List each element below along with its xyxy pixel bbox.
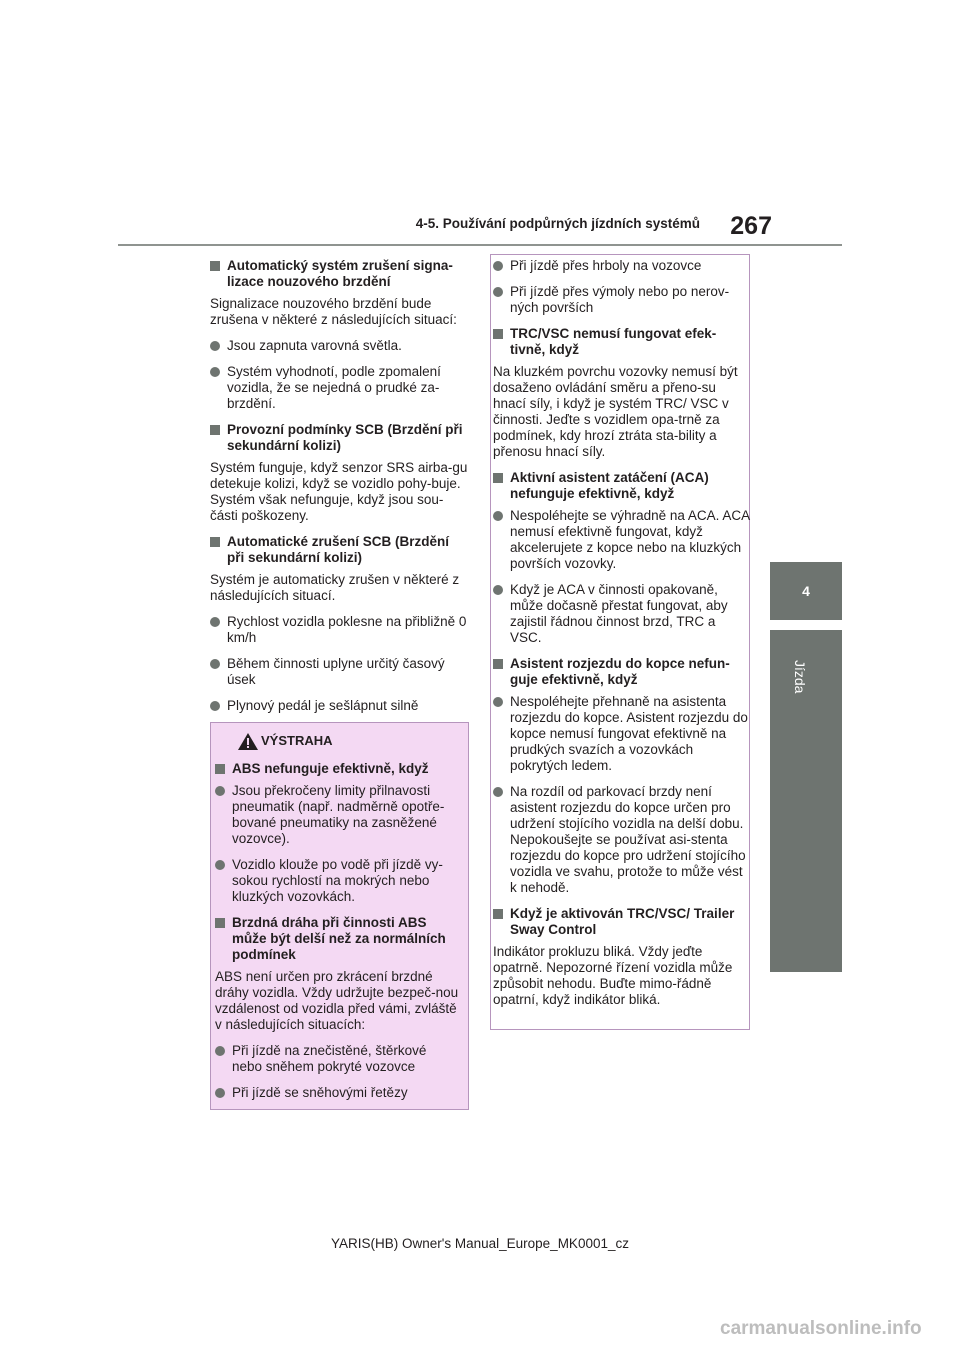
circle-bullet-icon: [215, 1088, 225, 1098]
list-item-text: Na rozdíl od parkovací brzdy není asistent rozjezdu do kopce určen pro udržení stojícího vozidla na delší dobu. Nepokoušejte se používat asi-stenta rozjezdu do kopce pro udržení stojícího vozidla ve svahu, protože to může vést k nehodě.: [510, 784, 746, 895]
square-bullet-icon: [210, 537, 220, 547]
list-item: [493, 694, 750, 774]
list-item: [493, 784, 750, 896]
circle-bullet-icon: [210, 341, 220, 351]
list-item-text: Při jízdě přes výmoly nebo po nerov-ných površích: [510, 284, 730, 315]
paragraph: [215, 969, 460, 1033]
footer-text: YARIS(HB) Owner's Manual_Europe_MK0001_cz: [331, 1236, 629, 1251]
section-heading-text: Když je aktivován TRC/VSC/ Trailer Sway Control: [510, 906, 735, 937]
list-item-text: Systém vyhodnotí, podle zpomalení vozidla, že se nejedná o prudké za-brzdění.: [227, 364, 441, 411]
section-heading: [493, 470, 750, 502]
list-item: [493, 508, 750, 572]
circle-bullet-icon: [210, 701, 220, 711]
list-item-text: Rychlost vozidla poklesne na přibližně 0 km/h: [227, 614, 467, 645]
square-bullet-icon: [215, 918, 225, 928]
warning-body: [211, 757, 468, 1109]
section-heading: [210, 534, 470, 566]
paragraph: [210, 296, 470, 328]
chapter-tab[interactable]: 4: [770, 562, 842, 620]
watermark: carmanualsonline.info: [720, 1318, 922, 1339]
circle-bullet-icon: [215, 1046, 225, 1056]
circle-bullet-icon: [215, 860, 225, 870]
warning-header: [211, 723, 468, 757]
list-item: [210, 698, 470, 714]
paragraph-text: Signalizace nouzového brzdění bude zrušena v některé z následujících situací:: [210, 296, 457, 327]
circle-bullet-icon: [210, 617, 220, 627]
paragraph: [210, 572, 470, 604]
list-item: [493, 258, 750, 274]
list-item-text: Při jízdě se sněhovými řetězy: [232, 1085, 408, 1100]
paragraph-text: Na kluzkém povrchu vozovky nemusí být dosaženo ovládání směru a přeno-su hnací síly, i když je systém TRC/ VSC v činnosti. Jeďte s vozidlem opa-trně za podmínek, kdy hrozí ztráta sta-bility a přenosu hnací síly.: [493, 364, 738, 459]
square-bullet-icon: [210, 425, 220, 435]
paragraph: [493, 944, 750, 1008]
section-heading: [215, 761, 460, 777]
circle-bullet-icon: [493, 511, 503, 521]
square-bullet-icon: [215, 764, 225, 774]
list-item-text: Během činnosti uplyne určitý časový úsek: [227, 656, 445, 687]
list-item: [210, 338, 470, 354]
list-item: [210, 614, 470, 646]
list-item-text: Při jízdě přes hrboly na vozovce: [510, 258, 702, 273]
section-heading-text: Asistent rozjezdu do kopce nefun-guje efektivně, když: [510, 656, 730, 687]
list-item: [493, 582, 750, 646]
warning-box: [210, 722, 469, 1110]
list-item: [215, 783, 460, 847]
section-heading-text: Brzdná dráha při činnosti ABS může být delší než za normálních podmínek: [232, 915, 446, 962]
square-bullet-icon: [493, 909, 503, 919]
section-heading: [493, 906, 750, 938]
circle-bullet-icon: [493, 787, 503, 797]
section-heading-text: Aktivní asistent zatáčení (ACA) nefunguje efektivně, když: [510, 470, 709, 501]
list-item-text: Když je ACA v činnosti opakovaně, může dočasně přestat fungovat, aby zajistil řádnou činnost brzd, TRC a VSC.: [510, 582, 728, 645]
paragraph: [210, 460, 470, 524]
square-bullet-icon: [493, 329, 503, 339]
list-item-text: Nespoléhejte přehnaně na asistenta rozjezdu do kopce. Asistent rozjezdu do kopce nemusí fungovat efektivně na prudkých svazích a vozovkách pokrytých ledem.: [510, 694, 748, 773]
warning-title: VÝSTRAHA: [261, 733, 333, 748]
header-divider: [118, 244, 842, 246]
circle-bullet-icon: [210, 367, 220, 377]
list-item-text: Jsou překročeny limity přilnavosti pneumatik (např. nadměrně opotře-bované pneumatiky na zasněžené vozovce).: [232, 783, 445, 846]
section-heading-text: Provozní podmínky SCB (Brzdění při sekundární kolizi): [227, 422, 463, 453]
paragraph-text: Systém je automaticky zrušen v některé z následujících situací.: [210, 572, 460, 603]
circle-bullet-icon: [493, 697, 503, 707]
paragraph: [493, 364, 750, 460]
circle-bullet-icon: [210, 659, 220, 669]
section-heading-text: Automatický systém zrušení signa-lizace nouzového brzdění: [227, 258, 453, 289]
square-bullet-icon: [210, 261, 220, 271]
warning-triangle-icon: [238, 733, 258, 750]
paragraph-text: Systém funguje, když senzor SRS airba-gu detekuje kolizi, když se vozidlo pohy-buje. Systém však nefunguje, když jsou sou-části poškozeny.: [210, 460, 468, 523]
section-heading-text: Automatické zrušení SCB (Brzdění při sekundární kolizi): [227, 534, 450, 565]
list-item: [210, 656, 470, 688]
list-item-text: Jsou zapnuta varovná světla.: [227, 338, 402, 353]
left-column: [210, 258, 470, 724]
chapter-label: Jízda: [792, 660, 808, 694]
list-item-text: Vozidlo klouže po vodě při jízdě vy-sokou rychlostí na mokrých nebo kluzkých vozovkách.: [232, 857, 443, 904]
square-bullet-icon: [493, 659, 503, 669]
right-column: [493, 258, 750, 1018]
section-heading: [210, 258, 470, 290]
circle-bullet-icon: [493, 261, 503, 271]
section-title: 4-5. Používání podpůrných jízdních systémů: [415, 216, 700, 231]
circle-bullet-icon: [493, 585, 503, 595]
list-item-text: Při jízdě na znečistěné, štěrkové nebo sněhem pokryté vozovce: [232, 1043, 427, 1074]
section-heading: [210, 422, 470, 454]
list-item: [215, 1085, 460, 1101]
list-item-text: Nespoléhejte se výhradně na ACA. ACA nemusí efektivně fungovat, když akcelerujete z kopce nebo na kluzkých površích vozovky.: [510, 508, 750, 571]
list-item: [210, 364, 470, 412]
section-heading-text: TRC/VSC nemusí fungovat efek-tivně, když: [510, 326, 717, 357]
list-item: [215, 857, 460, 905]
paragraph-text: Indikátor prokluzu bliká. Vždy jeďte opatrně. Nepozorné řízení vozidla může způsobit nehodu. Buďte mimo-řádně opatrní, když indikátor bliká.: [493, 944, 733, 1007]
section-heading: [215, 915, 460, 963]
section-heading-text: ABS nefunguje efektivně, když: [232, 761, 429, 776]
square-bullet-icon: [493, 473, 503, 483]
circle-bullet-icon: [493, 287, 503, 297]
section-heading: [493, 656, 750, 688]
section-heading: [493, 326, 750, 358]
paragraph-text: ABS není určen pro zkrácení brzdné dráhy vozidla. Vždy udržujte bezpeč-nou vzdálenost od vozidla před vámi, zvláště v následujících situacích:: [215, 969, 459, 1032]
list-item: [493, 284, 750, 316]
page-number: 267: [730, 212, 772, 240]
list-item-text: Plynový pedál je sešlápnut silně: [227, 698, 419, 713]
list-item: [215, 1043, 460, 1075]
circle-bullet-icon: [215, 786, 225, 796]
